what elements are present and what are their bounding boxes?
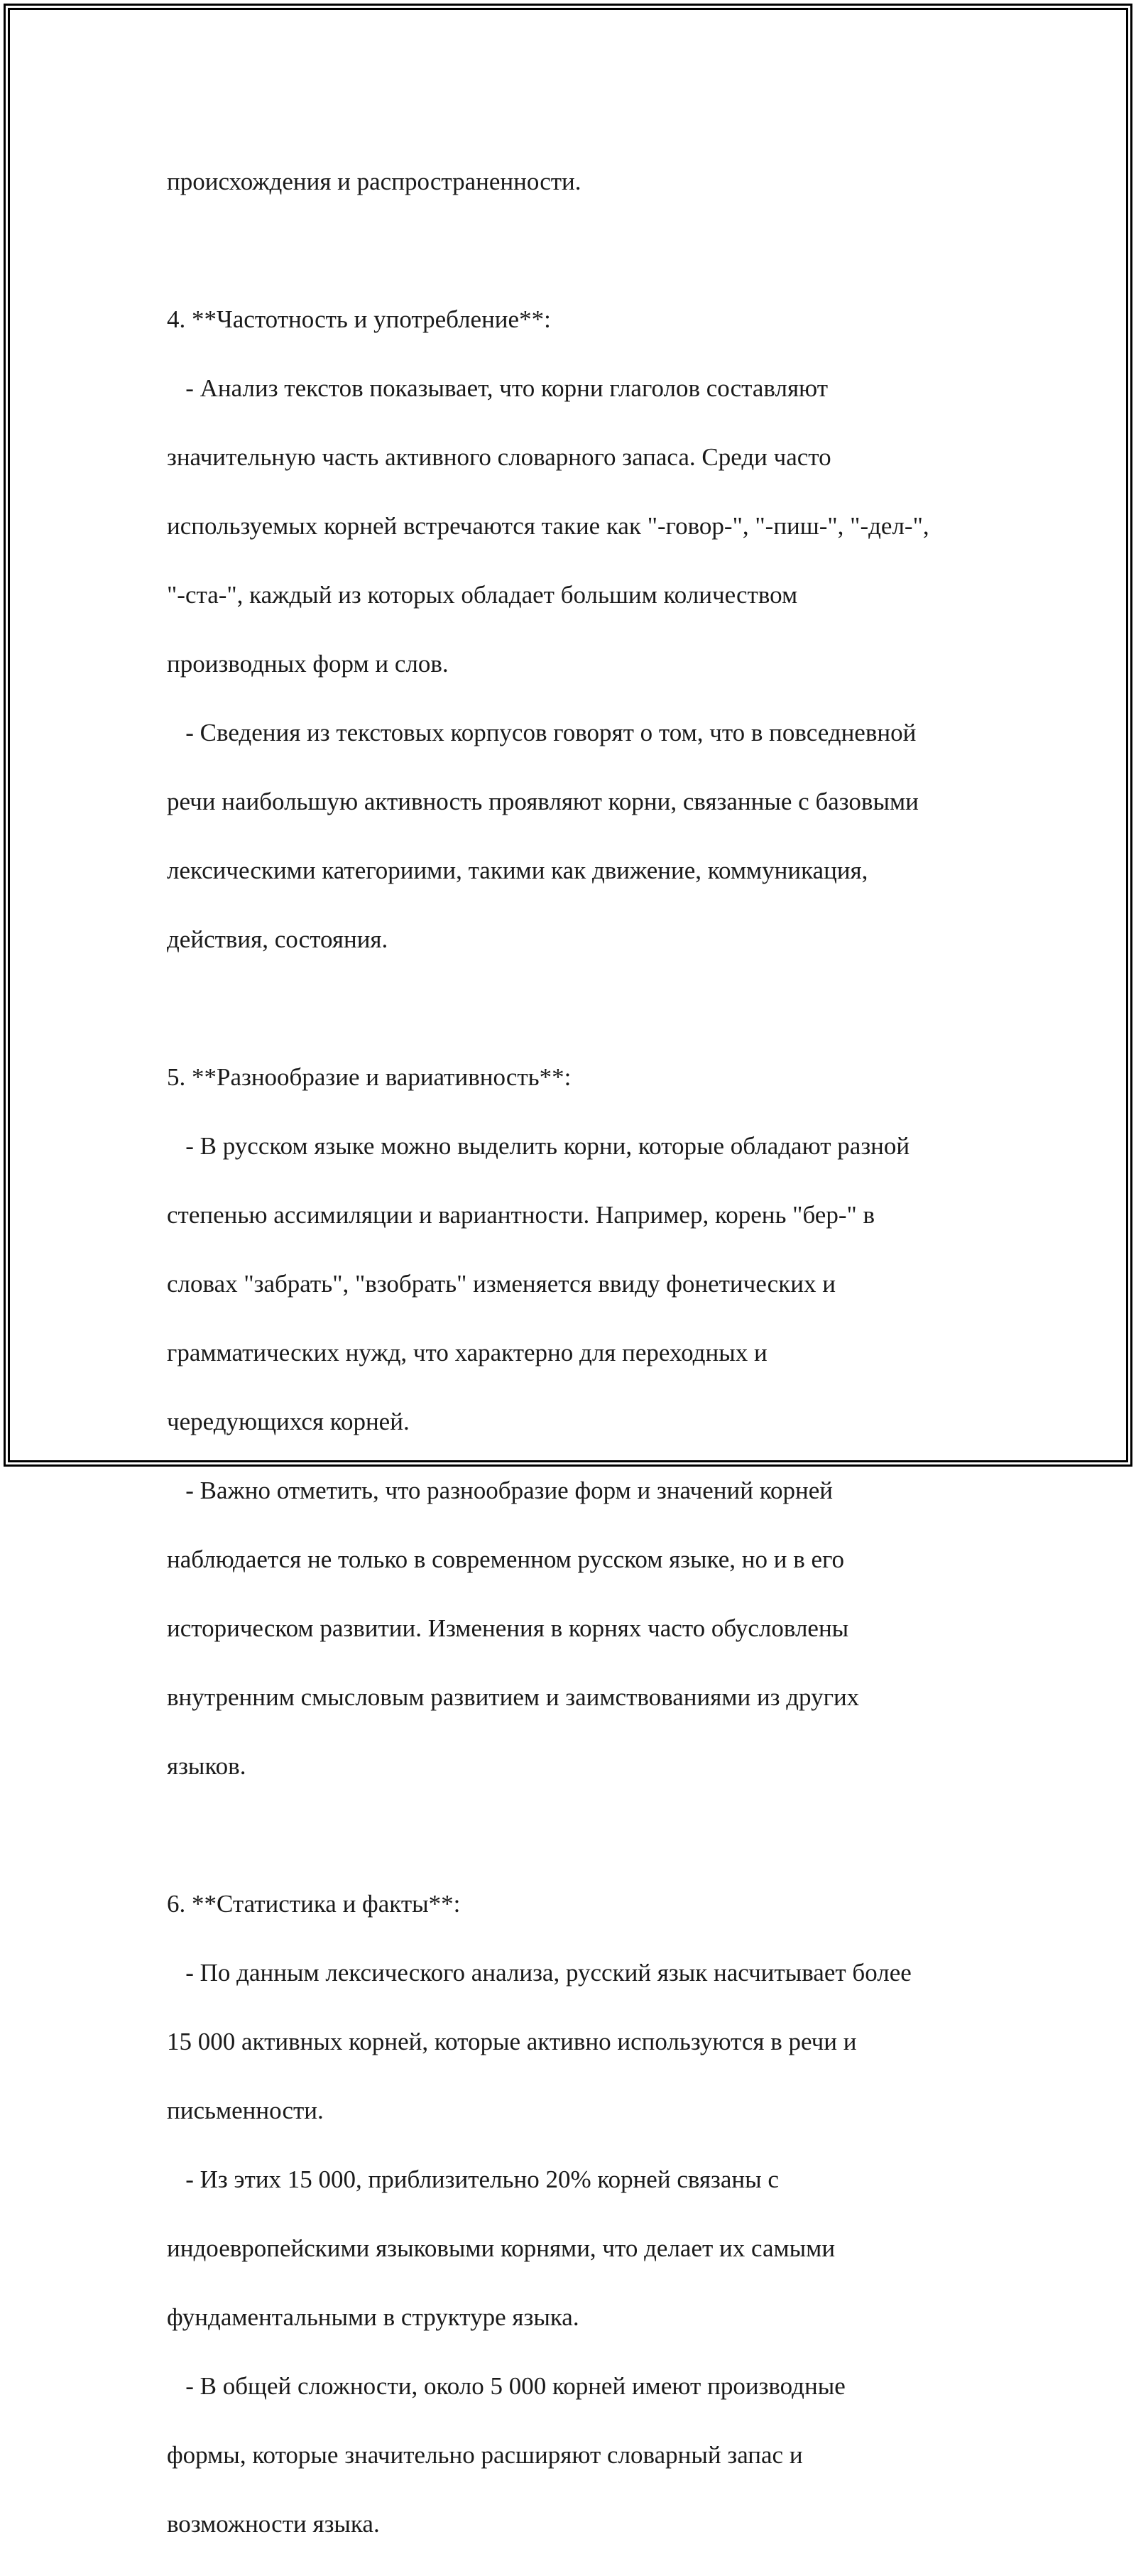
- text-line: действия, состояния.: [167, 925, 388, 953]
- text-line: грамматических нужд, что характерно для переходных и: [167, 1338, 768, 1366]
- text-line: производных форм и слов.: [167, 649, 449, 678]
- text-line: значительную часть активного словарного запаса. Среди часто: [167, 442, 831, 471]
- blank-line: [167, 234, 1005, 268]
- text-line: степенью ассимиляции и вариантности. Например, корень "бер-" в: [167, 1200, 875, 1229]
- text-line: письменности.: [167, 2096, 324, 2124]
- text-line: - В русском языке можно выделить корни, которые обладают разной: [167, 1131, 910, 1160]
- text-line: - Из этих 15 000, приблизительно 20% корней связаны с: [167, 2165, 779, 2193]
- text-line: - Сведения из текстовых корпусов говорят о том, что в повседневной: [167, 718, 917, 746]
- text-line: - Анализ текстов показывает, что корни глаголов составляют: [167, 374, 829, 402]
- section-heading: 4. **Частотность и употребление**:: [167, 305, 551, 333]
- section-heading: 5. **Разнообразие и вариативность**:: [167, 1063, 572, 1091]
- text-line: формы, которые значительно расширяют словарный запас и: [167, 2440, 803, 2469]
- section-heading: 6. **Статистика и факты**:: [167, 1889, 461, 1918]
- text-line: чередующихся корней.: [167, 1407, 410, 1435]
- text-line: происхождения и распространенности.: [167, 167, 581, 195]
- text-line: - По данным лексического анализа, русский язык насчитывает более: [167, 1958, 912, 1987]
- text-line: речи наибольшую активность проявляют корни, связанные с базовыми: [167, 787, 919, 815]
- text-line: индоевропейскими языковыми корнями, что делает их самыми: [167, 2234, 836, 2262]
- text-line: наблюдается не только в современном русском языке, но и в его: [167, 1545, 844, 1573]
- text-line: - Важно отметить, что разнообразие форм и значений корней: [167, 1476, 833, 1504]
- text-line: - В общей сложности, около 5 000 корней имеют производные: [167, 2371, 846, 2400]
- text-line: фундаментальными в структуре языка.: [167, 2303, 579, 2331]
- text-line: языков.: [167, 1751, 246, 1780]
- blank-line: [167, 991, 1005, 1026]
- text-line: "-ста-", каждый из которых обладает большим количеством: [167, 580, 798, 609]
- text-line: возможности языка.: [167, 2509, 380, 2538]
- text-line: внутренним смысловым развитием и заимствованиями из других: [167, 1683, 860, 1711]
- text-line: используемых корней встречаются такие как "-говор-", "-пиш-", "-дел-",: [167, 511, 929, 540]
- document-body: [167, 130, 1005, 2576]
- text-line: историческом развитии. Изменения в корнях часто обусловлены: [167, 1614, 849, 1642]
- blank-line: [167, 1818, 1005, 1853]
- text-line: лексическими категориими, такими как движение, коммуникация,: [167, 856, 868, 884]
- text-line: 15 000 активных корней, которые активно используются в речи и: [167, 2027, 857, 2055]
- text-line: словах "забрать", "взобрать" изменяется ввиду фонетических и: [167, 1269, 836, 1298]
